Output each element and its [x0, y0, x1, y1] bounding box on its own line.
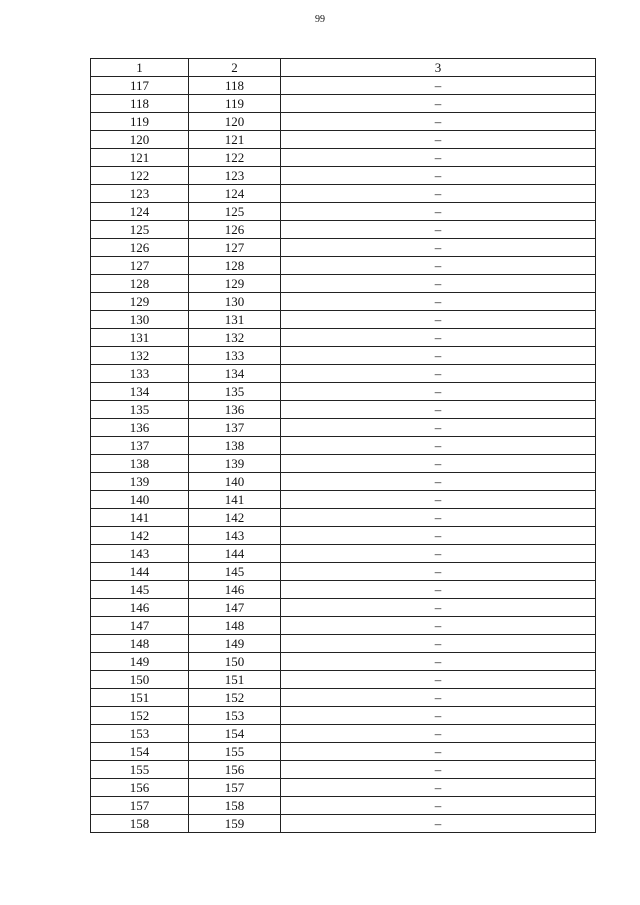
table-cell-col-1: 149: [91, 653, 189, 671]
table-row: [91, 617, 596, 635]
table-row: [91, 491, 596, 509]
table-row: [91, 185, 596, 203]
table-row: [91, 401, 596, 419]
table-cell-col-2: 153: [189, 707, 281, 725]
table-cell-col-2: 137: [189, 419, 281, 437]
table-cell-col-1: 126: [91, 239, 189, 257]
table-cell-col-1: 130: [91, 311, 189, 329]
table-row: [91, 167, 596, 185]
table-cell-col-2: 142: [189, 509, 281, 527]
page-number: 99: [315, 14, 325, 25]
table-row: [91, 815, 596, 833]
table-cell-col-2: 149: [189, 635, 281, 653]
table-row: [91, 599, 596, 617]
column-header-3: 3: [281, 59, 596, 77]
table-cell-col-1: 137: [91, 437, 189, 455]
table-cell-col-3: –: [281, 761, 596, 779]
table-cell-col-2: 118: [189, 77, 281, 95]
table-cell-col-3: –: [281, 329, 596, 347]
table-cell-col-1: 142: [91, 527, 189, 545]
table-cell-col-3: –: [281, 797, 596, 815]
table-cell-col-3: –: [281, 221, 596, 239]
table-cell-col-2: 154: [189, 725, 281, 743]
table-row: [91, 653, 596, 671]
table-cell-col-1: 118: [91, 95, 189, 113]
table-row: [91, 293, 596, 311]
table-cell-col-3: –: [281, 491, 596, 509]
table-cell-col-2: 127: [189, 239, 281, 257]
table-row: [91, 131, 596, 149]
table-cell-col-2: 126: [189, 221, 281, 239]
table-row: [91, 437, 596, 455]
table-cell-col-2: 144: [189, 545, 281, 563]
column-header-2: 2: [189, 59, 281, 77]
table-cell-col-1: 147: [91, 617, 189, 635]
table-cell-col-1: 138: [91, 455, 189, 473]
table-cell-col-2: 151: [189, 671, 281, 689]
table-cell-col-2: 128: [189, 257, 281, 275]
table-cell-col-3: –: [281, 779, 596, 797]
table-row: [91, 545, 596, 563]
table-cell-col-1: 127: [91, 257, 189, 275]
table-row: [91, 95, 596, 113]
table-cell-col-2: 143: [189, 527, 281, 545]
table-row: [91, 563, 596, 581]
table-row: [91, 77, 596, 95]
table-cell-col-3: –: [281, 707, 596, 725]
table-cell-col-3: –: [281, 347, 596, 365]
table-row: [91, 797, 596, 815]
table-cell-col-1: 152: [91, 707, 189, 725]
table-cell-col-1: 158: [91, 815, 189, 833]
table-cell-col-2: 138: [189, 437, 281, 455]
table-cell-col-3: –: [281, 131, 596, 149]
table-row: [91, 689, 596, 707]
table-cell-col-2: 119: [189, 95, 281, 113]
table-cell-col-3: –: [281, 113, 596, 131]
table-cell-col-3: –: [281, 437, 596, 455]
table-row: [91, 419, 596, 437]
table-cell-col-1: 151: [91, 689, 189, 707]
table-cell-col-1: 148: [91, 635, 189, 653]
table-cell-col-1: 119: [91, 113, 189, 131]
table-cell-col-2: 158: [189, 797, 281, 815]
table-cell-col-3: –: [281, 653, 596, 671]
column-header-1: 1: [91, 59, 189, 77]
table-cell-col-2: 157: [189, 779, 281, 797]
table-row: [91, 455, 596, 473]
table-cell-col-3: –: [281, 815, 596, 833]
header-row: [91, 59, 596, 77]
table-cell-col-1: 154: [91, 743, 189, 761]
table-cell-col-3: –: [281, 563, 596, 581]
table-row: [91, 779, 596, 797]
table-cell-col-2: 122: [189, 149, 281, 167]
table-row: [91, 257, 596, 275]
table-cell-col-2: 129: [189, 275, 281, 293]
table-cell-col-1: 122: [91, 167, 189, 185]
table-header: [91, 59, 596, 77]
table-cell-col-1: 155: [91, 761, 189, 779]
table-cell-col-3: –: [281, 527, 596, 545]
table-row: [91, 347, 596, 365]
table-cell-col-2: 148: [189, 617, 281, 635]
table-cell-col-1: 157: [91, 797, 189, 815]
table-cell-col-1: 136: [91, 419, 189, 437]
table-cell-col-2: 121: [189, 131, 281, 149]
table-row: [91, 581, 596, 599]
table-cell-col-1: 146: [91, 599, 189, 617]
table-cell-col-3: –: [281, 275, 596, 293]
table-cell-col-2: 159: [189, 815, 281, 833]
table-row: [91, 203, 596, 221]
table-row: [91, 761, 596, 779]
table-cell-col-3: –: [281, 581, 596, 599]
table-row: [91, 383, 596, 401]
table-cell-col-2: 146: [189, 581, 281, 599]
table-cell-col-1: 143: [91, 545, 189, 563]
table-cell-col-1: 120: [91, 131, 189, 149]
table-cell-col-1: 150: [91, 671, 189, 689]
table-cell-col-3: –: [281, 383, 596, 401]
table-cell-col-1: 131: [91, 329, 189, 347]
table-cell-col-3: –: [281, 203, 596, 221]
table-cell-col-2: 140: [189, 473, 281, 491]
table-row: [91, 221, 596, 239]
table-row: [91, 527, 596, 545]
table-cell-col-2: 135: [189, 383, 281, 401]
table-cell-col-3: –: [281, 401, 596, 419]
table-cell-col-2: 145: [189, 563, 281, 581]
table-cell-col-2: 123: [189, 167, 281, 185]
table-cell-col-3: –: [281, 545, 596, 563]
table-cell-col-3: –: [281, 311, 596, 329]
table-cell-col-3: –: [281, 419, 596, 437]
table-row: [91, 473, 596, 491]
table-cell-col-1: 153: [91, 725, 189, 743]
table-cell-col-2: 141: [189, 491, 281, 509]
table-row: [91, 239, 596, 257]
table-row: [91, 275, 596, 293]
table-cell-col-2: 152: [189, 689, 281, 707]
table-cell-col-3: –: [281, 149, 596, 167]
table-cell-col-2: 130: [189, 293, 281, 311]
table-cell-col-3: –: [281, 293, 596, 311]
table-cell-col-2: 131: [189, 311, 281, 329]
table-cell-col-2: 150: [189, 653, 281, 671]
table-cell-col-2: 156: [189, 761, 281, 779]
table-row: [91, 113, 596, 131]
table-row: [91, 635, 596, 653]
table-cell-col-1: 133: [91, 365, 189, 383]
table-cell-col-3: –: [281, 635, 596, 653]
table-cell-col-1: 141: [91, 509, 189, 527]
table-cell-col-1: 128: [91, 275, 189, 293]
table-cell-col-1: 145: [91, 581, 189, 599]
table-cell-col-1: 132: [91, 347, 189, 365]
table-cell-col-3: –: [281, 599, 596, 617]
table-cell-col-1: 156: [91, 779, 189, 797]
table-cell-col-3: –: [281, 365, 596, 383]
table-row: [91, 725, 596, 743]
table-cell-col-2: 136: [189, 401, 281, 419]
table-cell-col-1: 129: [91, 293, 189, 311]
table-cell-col-3: –: [281, 77, 596, 95]
table-cell-col-1: 117: [91, 77, 189, 95]
table-cell-col-2: 125: [189, 203, 281, 221]
table-row: [91, 329, 596, 347]
table-row: [91, 671, 596, 689]
table-cell-col-2: 155: [189, 743, 281, 761]
table-cell-col-2: 120: [189, 113, 281, 131]
data-table: [90, 58, 596, 833]
table-cell-col-2: 132: [189, 329, 281, 347]
table-cell-col-3: –: [281, 239, 596, 257]
table-cell-col-1: 135: [91, 401, 189, 419]
table-cell-col-1: 124: [91, 203, 189, 221]
table-cell-col-3: –: [281, 167, 596, 185]
table-cell-col-2: 147: [189, 599, 281, 617]
table-row: [91, 149, 596, 167]
table-row: [91, 743, 596, 761]
table-cell-col-2: 124: [189, 185, 281, 203]
table-cell-col-3: –: [281, 95, 596, 113]
table-cell-col-1: 144: [91, 563, 189, 581]
table-row: [91, 365, 596, 383]
table-cell-col-3: –: [281, 725, 596, 743]
table-cell-col-1: 125: [91, 221, 189, 239]
table-cell-col-1: 123: [91, 185, 189, 203]
table-cell-col-3: –: [281, 689, 596, 707]
table-cell-col-3: –: [281, 455, 596, 473]
table-row: [91, 311, 596, 329]
table-body: [91, 77, 596, 833]
table-row: [91, 509, 596, 527]
table-cell-col-1: 121: [91, 149, 189, 167]
table-row: [91, 707, 596, 725]
table-cell-col-1: 134: [91, 383, 189, 401]
table-cell-col-3: –: [281, 509, 596, 527]
table-cell-col-2: 134: [189, 365, 281, 383]
table-cell-col-2: 139: [189, 455, 281, 473]
table-cell-col-1: 139: [91, 473, 189, 491]
table-cell-col-3: –: [281, 473, 596, 491]
table-cell-col-3: –: [281, 671, 596, 689]
table-cell-col-1: 140: [91, 491, 189, 509]
table-cell-col-2: 133: [189, 347, 281, 365]
table-cell-col-3: –: [281, 743, 596, 761]
table-cell-col-3: –: [281, 617, 596, 635]
table-cell-col-3: –: [281, 257, 596, 275]
table-cell-col-3: –: [281, 185, 596, 203]
